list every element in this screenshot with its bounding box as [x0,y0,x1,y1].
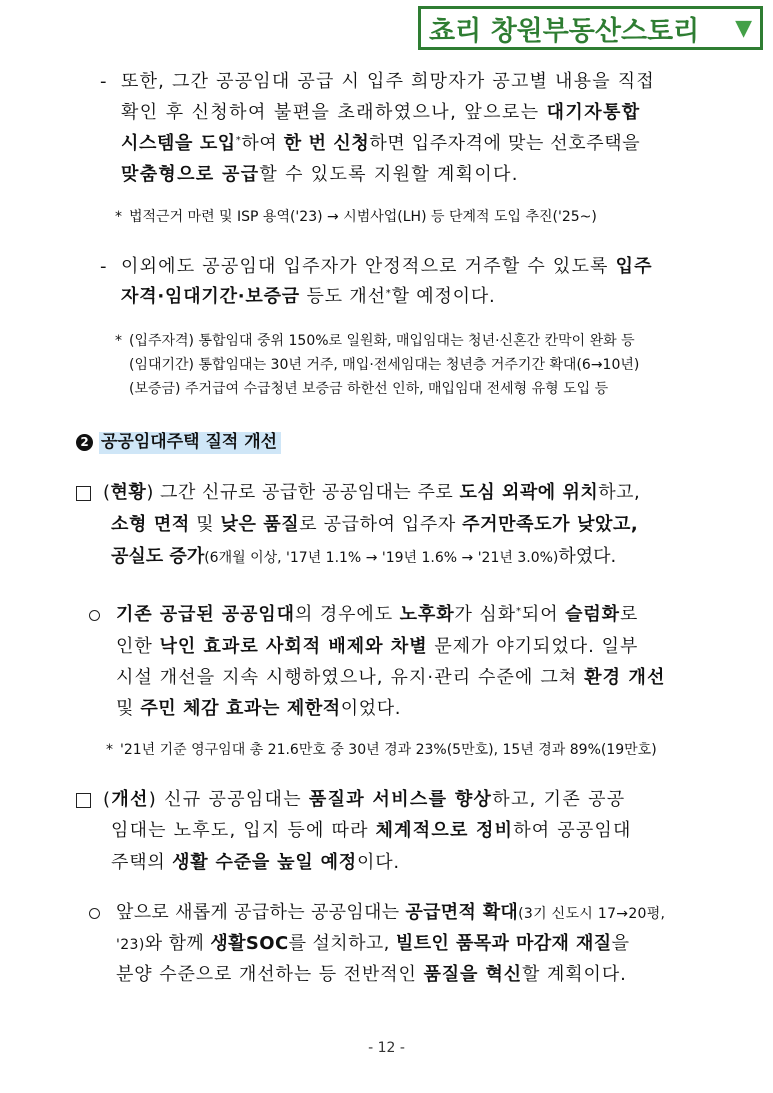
p2-line3: 주택의 생활 수준을 높일 예정이다. [111,852,400,873]
p1-line1: (현황) 그간 신규로 공급한 공공임대는 주로 도심 외곽에 위치하고, [103,482,641,503]
section-heading [76,430,281,454]
s2-line1: 이외에도 공공임대 입주자가 안정적으로 거주할 수 있도록 입주 [121,256,653,277]
footnote-star: * [115,333,122,349]
footnote-star: * [106,742,113,758]
footnote-1: 법적근거 마련 및 ISP 용역('23) → 시범사업(LH) 등 단계적 도입 추진('25~) [129,209,597,225]
o2-line1: 앞으로 새롭게 공급하는 공공임대는 공급면적 확대(3기 신도시 17→20평, [116,902,666,923]
o1-line2: 인한 낙인 효과로 사회적 배제와 차별 문제가 야기되었다. 일부 [116,636,639,657]
footnote-star: * [115,209,122,225]
stamp-text: 쵸리 창원부동산스토리 [429,15,700,47]
triangle-down-icon: ▼ [735,16,752,41]
number-badge: 2 [76,434,93,451]
o2-line2: '23)와 함께 생활SOC를 설치하고, 빌트인 품목과 마감재 재질을 [116,933,630,954]
s1-line1: 또한, 그간 공공임대 공급 시 입주 희망자가 공고별 내용을 직접 [121,71,655,92]
s1-line3: 시스템을 도입*하여 한 번 신청하면 입주자격에 맞는 선호주택을 [121,133,641,154]
s1-line2: 확인 후 신청하여 불편을 초래하였으나, 앞으로는 대기자통합 [121,102,641,123]
page-number: - 12 - [368,1040,405,1056]
bullet-circle-icon [89,610,100,621]
p1-line3: 공실도 증가(6개월 이상, '17년 1.1% → '19년 1.6% → '21년 3.0%)하였다. [111,546,617,567]
s2-line2: 자격·임대기간·보증금 등도 개선*할 예정이다. [121,286,496,307]
p2-line1: (개선) 신규 공공임대는 품질과 서비스를 향상하고, 기존 공공 [103,789,626,810]
blog-stamp [418,6,763,50]
footnote-2-line3: (보증금) 주거급여 수급청년 보증금 하한선 인하, 매입임대 전세형 유형 도입 등 [129,381,609,397]
dash-marker: - [100,256,107,277]
dash-marker: - [100,71,107,92]
footnote-2-line2: (임대기간) 통합임대는 30년 거주, 매입·전세임대는 청년층 거주기간 확대(6→10년) [129,357,640,373]
s1-line4: 맞춤형으로 공급할 수 있도록 지원할 계획이다. [121,164,519,185]
footnote-2-line1: (입주자격) 통합임대 중위 150%로 일원화, 매입임대는 청년·신혼간 칸막이 완화 등 [129,333,635,349]
checkbox-square-icon [76,793,91,808]
footnote-3: '21년 기준 영구임대 총 21.6만호 중 30년 경과 23%(5만호), 15년 경과 89%(19만호) [120,742,657,758]
checkbox-square-icon [76,486,91,501]
o2-line3: 분양 수준으로 개선하는 등 전반적인 품질을 혁신할 계획이다. [116,964,627,985]
p1-line2: 소형 면적 및 낮은 품질로 공급하여 입주자 주거만족도가 낮았고, [111,514,639,535]
o1-line3: 시설 개선을 지속 시행하였으나, 유지·관리 수준에 그쳐 환경 개선 [116,667,666,688]
p2-line2: 임대는 노후도, 입지 등에 따라 체계적으로 정비하여 공공임대 [111,820,632,841]
o1-line1: 기존 공급된 공공임대의 경우에도 노후화가 심화*되어 슬럼화로 [116,604,639,625]
heading-text: 공공임대주택 질적 개선 [99,432,281,454]
bullet-circle-icon [89,908,100,919]
o1-line4: 및 주민 체감 효과는 제한적이었다. [116,698,402,719]
